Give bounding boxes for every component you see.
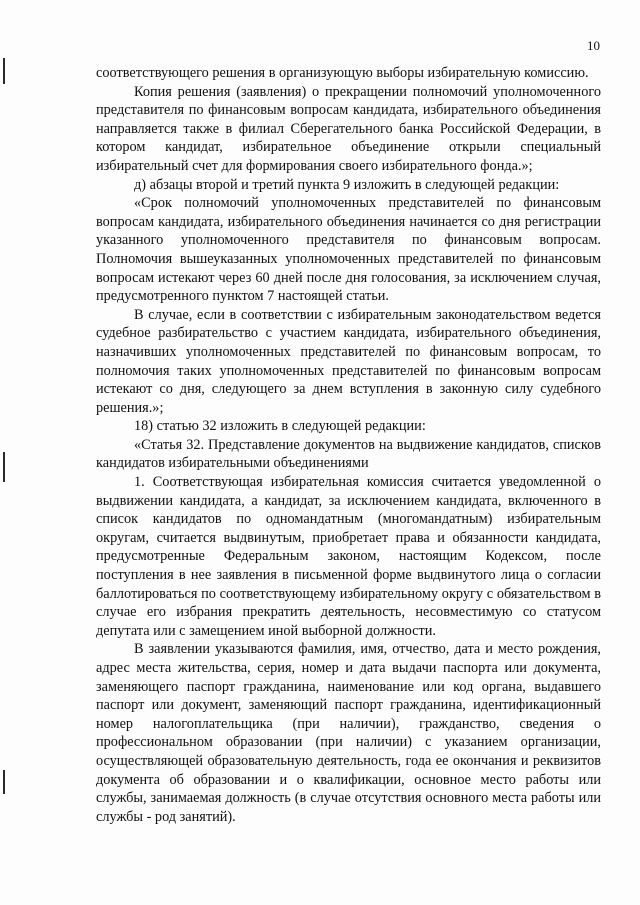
article-heading: «Статья 32. Представление документов на выдвижение кандидатов, списков кандидатов избирательными объединениями xyxy=(96,436,601,472)
paragraph: В случае, если в соответствии с избирательным законодательством ведется судебное разбирательство с участием кандидата, избирательного объединения, назначивших уполномоченных представителей по финансовым вопросам, то полномочия таких уполномоченных представителей по финансовым вопросам истекают со дня, следующего за днем вступления в законную силу судебного решения.»; xyxy=(96,306,601,416)
paragraph: Копия решения (заявления) о прекращении полномочий уполномоченного представителя по финансовым вопросам кандидата, избирательного объединения направляется также в филиал Сберегательного банка Российской Федерации, в котором кандидат, избирательное объединение открыли специальный избирательный счет для формирования своего избирательного фонда.»; xyxy=(96,83,601,174)
paragraph: д) абзацы второй и третий пункта 9 изложить в следующей редакции: xyxy=(134,176,560,193)
scan-edge-mark xyxy=(3,452,5,482)
paragraph: 18) статью 32 изложить в следующей редакции: xyxy=(134,418,426,435)
scan-edge-mark xyxy=(3,58,5,84)
page-number: 10 xyxy=(587,38,600,53)
document-body xyxy=(96,64,601,826)
paragraph: «Срок полномочий уполномоченных представителей по финансовым вопросам кандидата, избирательного объединения начинается со дня регистрации указанного уполномоченного представителя по финансовым вопросам. Полномочия вышеуказанных уполномоченных представителей по финансовым вопросам истекают через 60 дней после дня голосования, за исключением случая, предусмотренного пунктом 7 настоящей статьи. xyxy=(96,195,601,305)
scan-edge-mark xyxy=(3,770,5,794)
paragraph: 1. Соответствующая избирательная комиссия считается уведомленной о выдвижении кандидата, а кандидат, за исключением кандидата, включенного в список кандидатов по одномандатным (многомандатным) избирательным округам, считается выдвинутым, приобретает права и обязанности кандидата, предусмотренные Федеральным законом, настоящим Кодексом, после поступления в нее заявления в письменной форме выдвинутого лица о согласии баллотироваться по соответствующему избирательному округу с обязательством в случае его избрания прекратить деятельность, несовместимую со статусом депутата или с замещением иной выборной должности. xyxy=(96,474,601,639)
paragraph: соответствующего решения в организующую выборы избирательную комиссию. xyxy=(96,65,589,81)
paragraph: В заявлении указываются фамилия, имя, отчество, дата и место рождения, адрес места жительства, серия, номер и дата выдачи паспорта или документа, заменяющего паспорт гражданина, наименование или код органа, выдавшего паспорт или документ, заменяющий паспорт гражданина, идентификационный номер налогоплательщика (при наличии), гражданство, сведения о профессиональном образовании (при наличии) с указанием организации, осуществляющей образовательную деятельность, года ее окончания и реквизитов документа об образовании и о квалификации, основное место работы или службы, занимаемая должность (в случае отсутствия основного места работы или службы - род занятий). xyxy=(96,641,601,825)
